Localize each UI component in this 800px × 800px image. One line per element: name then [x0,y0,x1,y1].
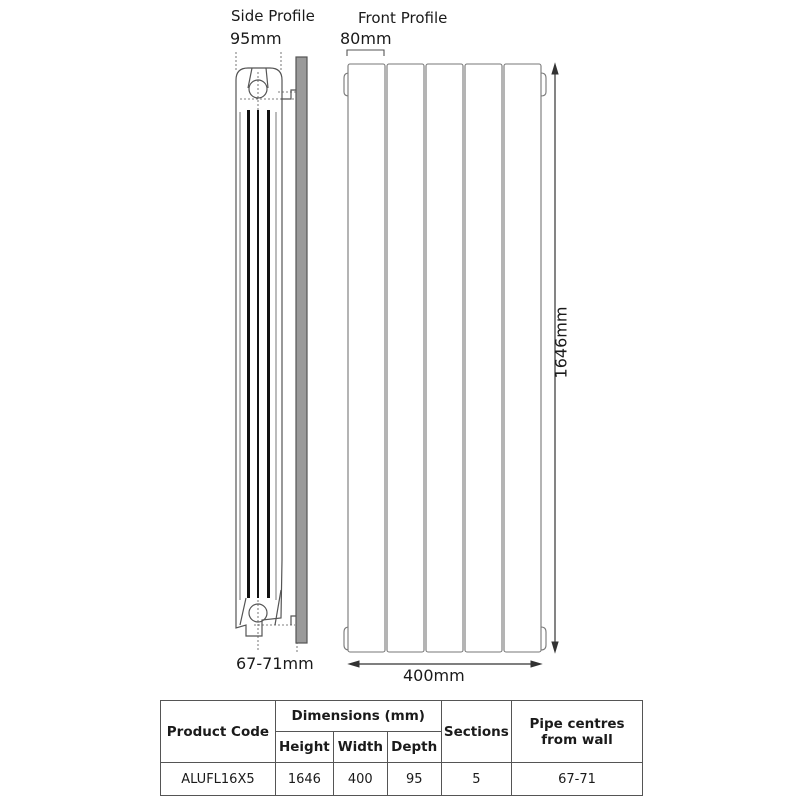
cell-product-code: ALUFL16X5 [161,763,276,796]
header-depth: Depth [387,732,441,763]
table-header-row [161,701,643,732]
width-dimension-label: 400mm [403,666,465,685]
header-pipe-centres: Pipe centres from wall [512,701,643,763]
height-dimension-label: 1646mm [551,306,571,379]
cell-width: 400 [333,763,387,796]
front-profile-drawing [344,50,546,652]
cell-sections: 5 [441,763,511,796]
header-width: Width [333,732,387,763]
cell-height: 1646 [275,763,333,796]
cell-depth: 95 [387,763,441,796]
header-height: Height [275,732,333,763]
side-profile-title: Side Profile [231,7,315,25]
header-product-code: Product Code [161,701,276,763]
front-profile-title: Front Profile [358,9,448,27]
header-dimensions: Dimensions (mm) [275,701,441,732]
side-profile-drawing [236,52,307,652]
specification-table [160,700,643,796]
cell-pipe-centres: 67-71 [512,763,643,796]
section-width-dimension-label: 80mm [340,29,392,48]
header-sections: Sections [441,701,511,763]
depth-dimension-label: 95mm [230,29,282,48]
table-row [161,763,643,796]
pipe-centres-dimension-label: 67-71mm [236,654,314,673]
